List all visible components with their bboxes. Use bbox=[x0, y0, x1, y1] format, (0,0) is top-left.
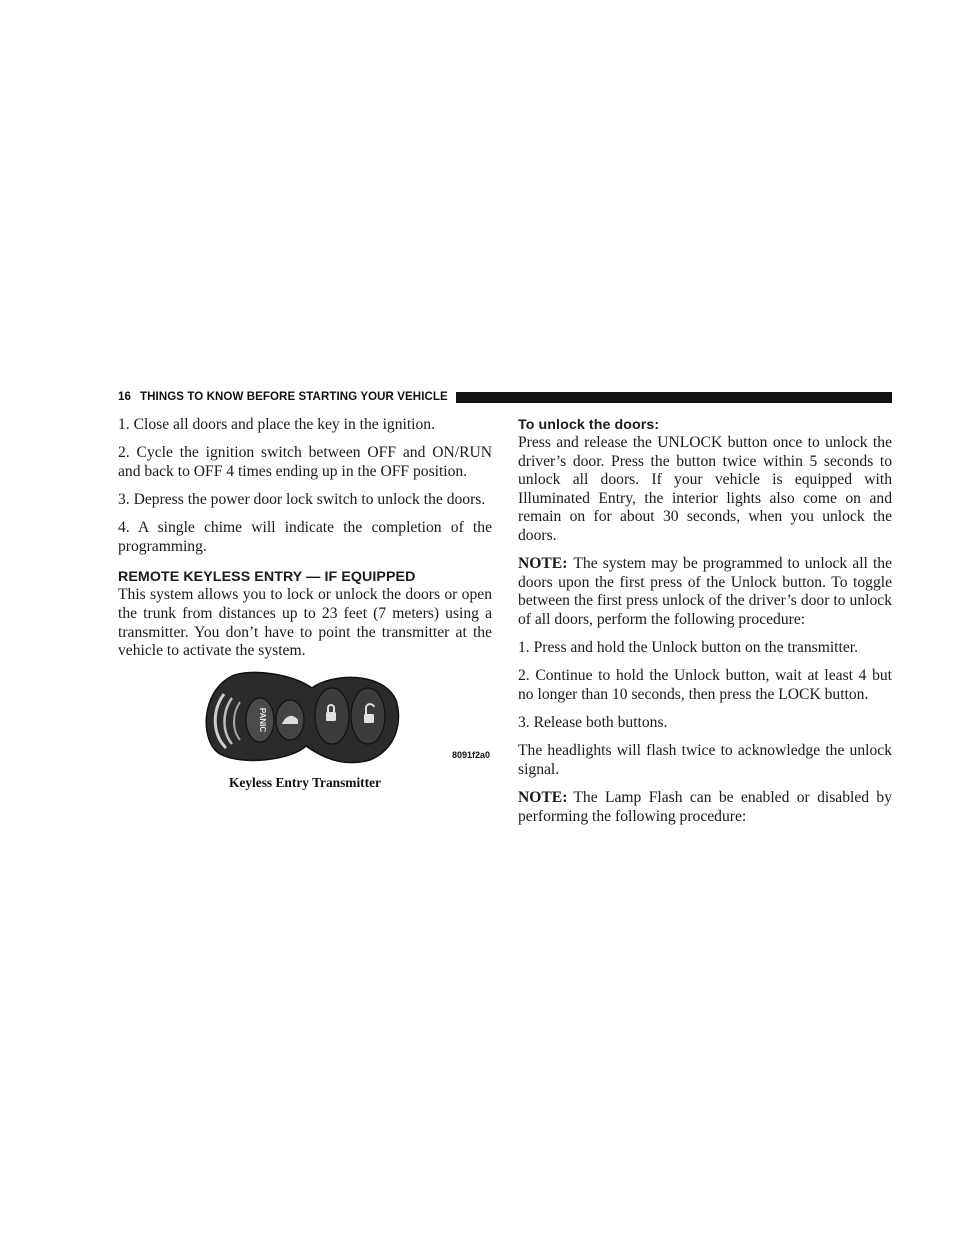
section-title: THINGS TO KNOW BEFORE STARTING YOUR VEHICLE bbox=[140, 391, 448, 403]
section-heading: REMOTE KEYLESS ENTRY — IF EQUIPPED bbox=[118, 569, 416, 586]
programming-step-4: 4. A single chime will indicate the completion of the programming. bbox=[118, 519, 492, 555]
note-1-label: NOTE: bbox=[518, 555, 568, 573]
figure-code: 8091f2a0 bbox=[451, 750, 490, 761]
header-rule bbox=[456, 392, 892, 403]
figure-caption: Keyless Entry Transmitter bbox=[229, 775, 381, 791]
transmitter-figure bbox=[118, 670, 492, 800]
page-number: 16 bbox=[118, 391, 131, 403]
key-fob-illustration bbox=[202, 670, 402, 766]
programming-step-2: 2. Cycle the ignition switch between OFF and ON/RUN and back to OFF 4 times ending up in the OFF position. bbox=[118, 444, 492, 480]
note-2-text: The Lamp Flash can be enabled or disabled by performing the following procedure: bbox=[518, 789, 892, 825]
programming-step-1: 1. Close all doors and place the key in the ignition. bbox=[118, 416, 436, 433]
right-column bbox=[518, 416, 892, 836]
page-header bbox=[118, 389, 892, 405]
note-1-text: The system may be programmed to unlock all the doors upon the first press of the Unlock button. To toggle between the first press unlock of the driver’s door to unlock of all doors, perform the following procedure: bbox=[518, 555, 892, 628]
note-1 bbox=[518, 555, 892, 629]
programming-step-3: 3. Depress the power door lock switch to unlock the doors. bbox=[118, 490, 486, 508]
panic-label: PANIC bbox=[258, 708, 267, 733]
lock-icon bbox=[326, 712, 336, 721]
note-2 bbox=[518, 789, 892, 826]
unlock-subheading: To unlock the doors: bbox=[518, 417, 660, 433]
section-body: This system allows you to lock or unlock the doors or open the trunk from distances up to 23 feet (7 meters) using a transmitter. You don’t have to point the transmitter at the vehicle to activate the system. bbox=[118, 586, 492, 660]
headlights-paragraph: The headlights will flash twice to acknowledge the unlock signal. bbox=[518, 742, 892, 778]
unlock-icon bbox=[364, 714, 374, 723]
toggle-step-1: 1. Press and hold the Unlock button on the transmitter. bbox=[518, 639, 858, 657]
note-2-label: NOTE: bbox=[518, 789, 568, 807]
toggle-step-3: 3. Release both buttons. bbox=[518, 714, 668, 732]
unlock-paragraph: Press and release the UNLOCK button once to unlock the driver’s door. Press the button twice within 5 seconds to unlock all doors. If your vehicle is equipped with Illuminated Entry, the interior lights also come on and remain on for about 30 seconds, when you unlock the doors. bbox=[518, 434, 892, 544]
left-column bbox=[118, 416, 492, 800]
toggle-step-2: 2. Continue to hold the Unlock button, wait at least 4 but no longer than 10 seconds, then press the LOCK button. bbox=[518, 667, 892, 703]
